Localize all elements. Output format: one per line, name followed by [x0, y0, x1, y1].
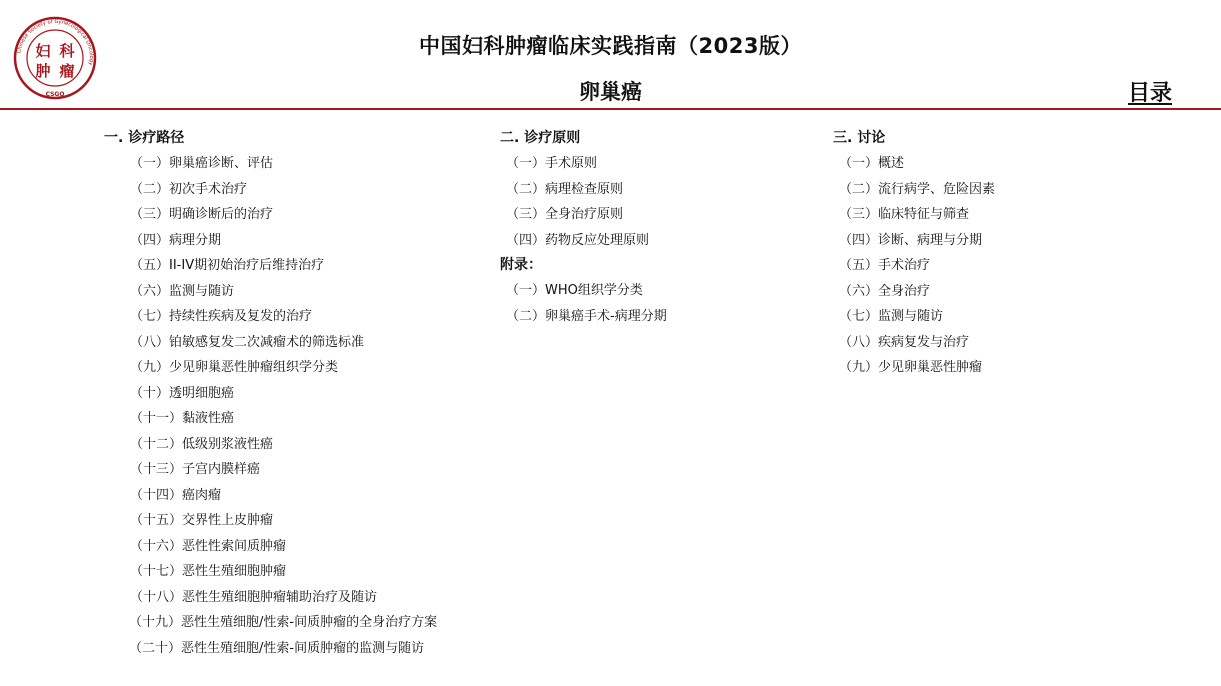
toc-item[interactable]: （五）II-IV期初始治疗后维持治疗	[130, 258, 325, 273]
toc-item[interactable]: （一）卵巢癌诊断、评估	[130, 156, 274, 171]
toc-item[interactable]: （十四）癌肉瘤	[130, 487, 222, 503]
toc-item[interactable]: （二）卵巢癌手术-病理分期	[506, 308, 667, 324]
page-title: 中国妇科肿瘤临床实践指南（2023版）	[419, 34, 802, 58]
toc-item[interactable]: （九）少见卵巢恶性肿瘤	[839, 360, 983, 375]
toc-item[interactable]: （十五）交界性上皮肿瘤	[130, 513, 274, 528]
section-heading-principles: 二. 诊疗原则	[500, 130, 581, 146]
toc-item[interactable]: （六）全身治疗	[839, 283, 931, 299]
section-heading-appendix: 附录：	[500, 257, 542, 273]
toc-item[interactable]: （一）概述	[839, 156, 905, 171]
toc-item[interactable]: （十一）黏液性癌	[130, 411, 235, 426]
toc-column-principles	[500, 126, 667, 329]
toc-column-pathway	[104, 126, 437, 661]
toc-link[interactable]: 目录	[1127, 81, 1172, 106]
toc-item[interactable]: （十）透明细胞癌	[130, 385, 235, 401]
toc-item[interactable]: （九）少见卵巢恶性肿瘤组织学分类	[130, 360, 339, 375]
toc-item[interactable]: （一）WHO组织学分类	[506, 283, 643, 298]
toc-item[interactable]: （八）疾病复发与治疗	[839, 334, 970, 350]
toc-item[interactable]: （五）手术治疗	[839, 258, 931, 273]
toc-item[interactable]: （八）铂敏感复发二次减瘤术的筛选标准	[130, 334, 365, 350]
toc-item[interactable]: （十七）恶性生殖细胞肿瘤	[130, 564, 287, 579]
toc-item[interactable]: （七）监测与随访	[839, 309, 944, 324]
logo-char-4: 瘤	[59, 62, 75, 80]
toc-item[interactable]: （三）临床特征与筛查	[839, 207, 970, 222]
toc-item[interactable]: （二十）恶性生殖细胞/性索-间质肿瘤的监测与随访	[129, 640, 425, 656]
toc-item[interactable]: （四）诊断、病理与分期	[839, 232, 983, 248]
header-divider	[0, 108, 1221, 110]
toc-item[interactable]: （十三）子宫内膜样癌	[130, 462, 261, 477]
toc-item[interactable]: （十二）低级别浆液性癌	[130, 436, 274, 452]
toc-item[interactable]: （二）病理检查原则	[506, 181, 624, 197]
toc-item[interactable]: （三）全身治疗原则	[506, 207, 624, 222]
toc-item[interactable]: （十六）恶性性索间质肿瘤	[130, 538, 287, 554]
toc-item[interactable]: （六）监测与随访	[130, 283, 235, 299]
toc-item[interactable]: （十八）恶性生殖细胞肿瘤辅助治疗及随访	[130, 589, 378, 605]
section-heading-discussion: 三. 讨论	[833, 130, 886, 146]
page-subtitle: 卵巢癌	[579, 80, 642, 104]
toc-item[interactable]: （二）初次手术治疗	[130, 181, 248, 197]
logo-char-1: 妇	[35, 42, 51, 60]
toc-item[interactable]: （三）明确诊断后的治疗	[130, 207, 274, 222]
toc-item[interactable]: （四）药物反应处理原则	[506, 232, 650, 248]
toc-item[interactable]: （一）手术原则	[506, 156, 598, 171]
toc-item[interactable]: （七）持续性疾病及复发的治疗	[130, 309, 313, 324]
logo-abbr: CSGO	[45, 91, 65, 98]
section-heading-pathway: 一. 诊疗路径	[104, 130, 185, 146]
logo-char-2: 科	[59, 42, 75, 60]
toc-item[interactable]: （二）流行病学、危险因素	[839, 181, 996, 197]
toc-item[interactable]: （四）病理分期	[130, 232, 222, 248]
logo-char-3: 肿	[35, 62, 51, 80]
toc-column-discussion	[833, 126, 995, 381]
logo-ring-text: Chinese Society of Gynecological Oncology	[16, 18, 95, 66]
toc-item[interactable]: （十九）恶性生殖细胞/性索-间质肿瘤的全身治疗方案	[129, 615, 438, 630]
